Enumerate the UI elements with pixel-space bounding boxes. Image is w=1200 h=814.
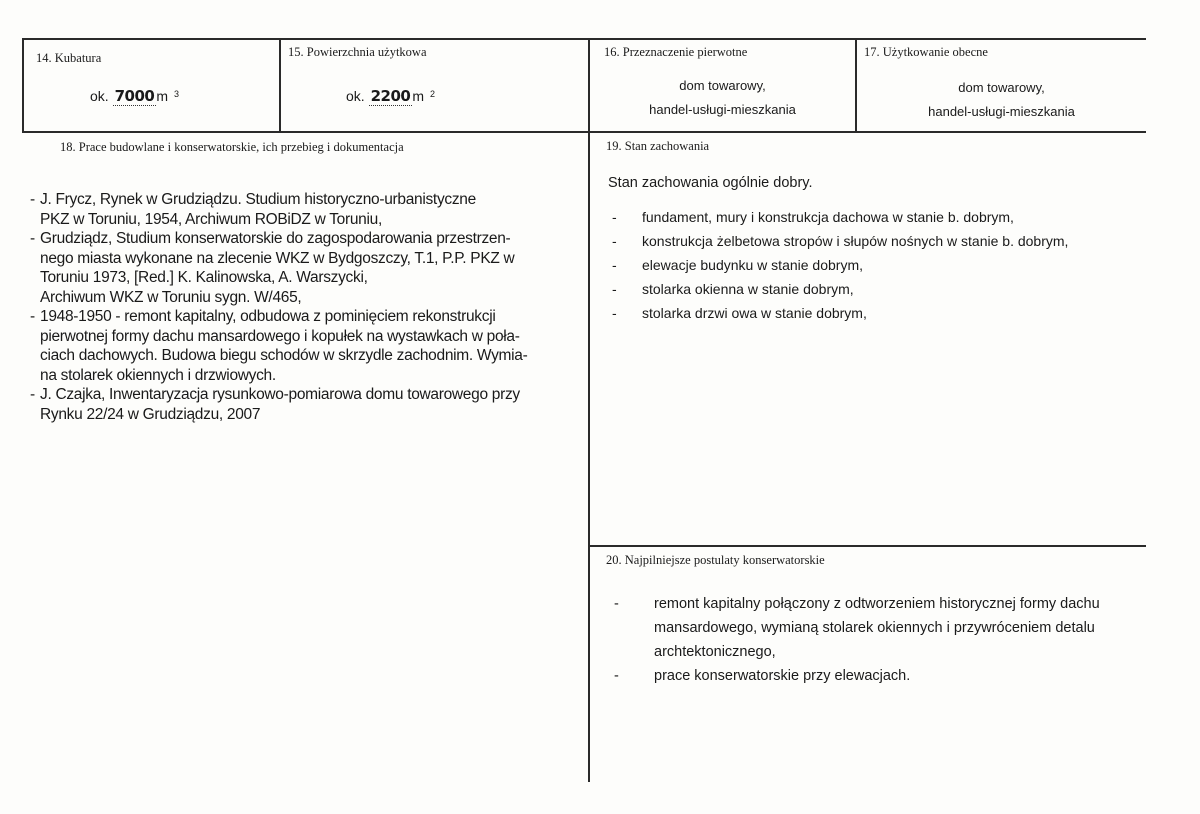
kubatura-prefix: ok.: [90, 88, 109, 104]
reference-line: PKZ w Toruniu, 1954, Archiwum ROBiDZ w Toruniu,: [40, 210, 382, 228]
reference-dash: -: [30, 191, 35, 208]
reference-line: na stolarek okiennych i drzwiowych.: [40, 366, 276, 384]
reference-item: [30, 307, 586, 385]
column-divider-main: [588, 38, 590, 782]
powierzchnia-value: [346, 87, 435, 105]
reference-line: Grudziądz, Studium konserwatorskie do zagospodarowania przestrzen-: [40, 230, 511, 247]
uzytkowanie-label: 17. Użytkowanie obecne: [864, 45, 988, 59]
stan-item-text: fundament, mury i konstrukcja dachowa w stanie b. dobrym,: [642, 209, 1014, 225]
powierzchnia-exponent: 2: [430, 89, 436, 99]
reference-dash: -: [30, 386, 35, 403]
postulat-line: archtektonicznego,: [654, 644, 776, 660]
powierzchnia-prefix: ok.: [346, 88, 365, 104]
reference-dash: -: [30, 230, 35, 247]
powierzchnia-label: 15. Powierzchnia użytkowa: [288, 45, 427, 59]
left-border-line: [22, 38, 24, 133]
row-divider-line: [22, 131, 1146, 133]
reference-line: nego miasta wykonane na zlecenie WKZ w Bydgoszczy, T.1, P.P. PKZ w: [40, 249, 515, 267]
postulat-dash: -: [614, 596, 619, 612]
reference-dash: -: [30, 308, 35, 325]
reference-item: [30, 385, 586, 424]
reference-line: Archiwum WKZ w Toruniu sygn. W/465,: [40, 288, 302, 306]
stan-item-text: stolarka drzwi owa w stanie dobrym,: [642, 305, 867, 321]
reference-item: [30, 229, 586, 307]
stan-dash: -: [612, 281, 617, 297]
stan-dash: -: [612, 209, 617, 225]
kubatura-handwritten-value: 7000: [114, 87, 155, 105]
reference-line: 1948-1950 - remont kapitalny, odbudowa z pominięciem rekonstrukcji: [40, 308, 496, 325]
uzytkowanie-line-1: dom towarowy,: [958, 80, 1045, 95]
stan-dash: -: [612, 305, 617, 321]
powierzchnia-handwritten-value: 2200: [370, 87, 411, 105]
postulat-line: mansardowego, wymianą stolarek okiennych i przywróceniem detalu: [654, 620, 1095, 636]
reference-line: J. Czajka, Inwentaryzacja rysunkowo-pomiarowa domu towarowego przy: [40, 386, 520, 403]
reference-line: Toruniu 1973, [Red.] K. Kalinowska, A. Warszycki,: [40, 269, 368, 286]
reference-line: pierwotnej formy dachu mansardowego i kopułek na wystawkach w poła-: [40, 327, 520, 345]
reference-line: ciach dachowych. Budowa biegu schodów w skrzydle zachodnim. Wymia-: [40, 347, 528, 364]
stan-dash: -: [612, 257, 617, 273]
top-border-line: [22, 38, 1146, 40]
section-20-divider-line: [590, 545, 1146, 547]
uzytkowanie-line-2: handel-usługi-mieszkania: [928, 104, 1075, 119]
stan-dash: -: [612, 233, 617, 249]
powierzchnia-unit: m: [412, 88, 424, 104]
reference-item: [30, 190, 586, 229]
postulaty-list: [614, 592, 1100, 688]
prace-label: 18. Prace budowlane i konserwatorskie, ich przebieg i dokumentacja: [60, 140, 404, 154]
kubatura-unit: m: [156, 88, 168, 104]
stan-item-text: konstrukcja żelbetowa stropów i słupów nośnych w stanie b. dobrym,: [642, 233, 1069, 249]
postulat-line: remont kapitalny połączony z odtworzeniem historycznej formy dachu: [654, 596, 1100, 612]
stan-intro: Stan zachowania ogólnie dobry.: [608, 175, 813, 191]
kubatura-value: [90, 87, 179, 105]
przeznaczenie-label: 16. Przeznaczenie pierwotne: [604, 45, 748, 59]
column-divider-1: [279, 38, 281, 133]
przeznaczenie-line-2: handel-usługi-mieszkania: [649, 102, 796, 117]
stan-label: 19. Stan zachowania: [606, 139, 710, 153]
stan-item-text: stolarka okienna w stanie dobrym,: [642, 281, 854, 297]
prace-reference-list: [30, 190, 586, 424]
reference-line: J. Frycz, Rynek w Grudziądzu. Studium historyczno-urbanistyczne: [40, 191, 476, 208]
postulat-line: prace konserwatorskie przy elewacjach.: [654, 668, 911, 684]
stan-item-text: elewacje budynku w stanie dobrym,: [642, 257, 864, 273]
postulat-item: [614, 592, 1100, 664]
przeznaczenie-line-1: dom towarowy,: [679, 78, 766, 93]
postulat-item: [614, 664, 1100, 688]
kubatura-exponent: 3: [174, 89, 180, 99]
kubatura-label: 14. Kubatura: [36, 51, 102, 65]
postulat-dash: -: [614, 668, 619, 684]
postulaty-label: 20. Najpilniejsze postulaty konserwatorskie: [606, 553, 825, 567]
reference-line: Rynku 22/24 w Grudziądzu, 2007: [40, 405, 261, 423]
